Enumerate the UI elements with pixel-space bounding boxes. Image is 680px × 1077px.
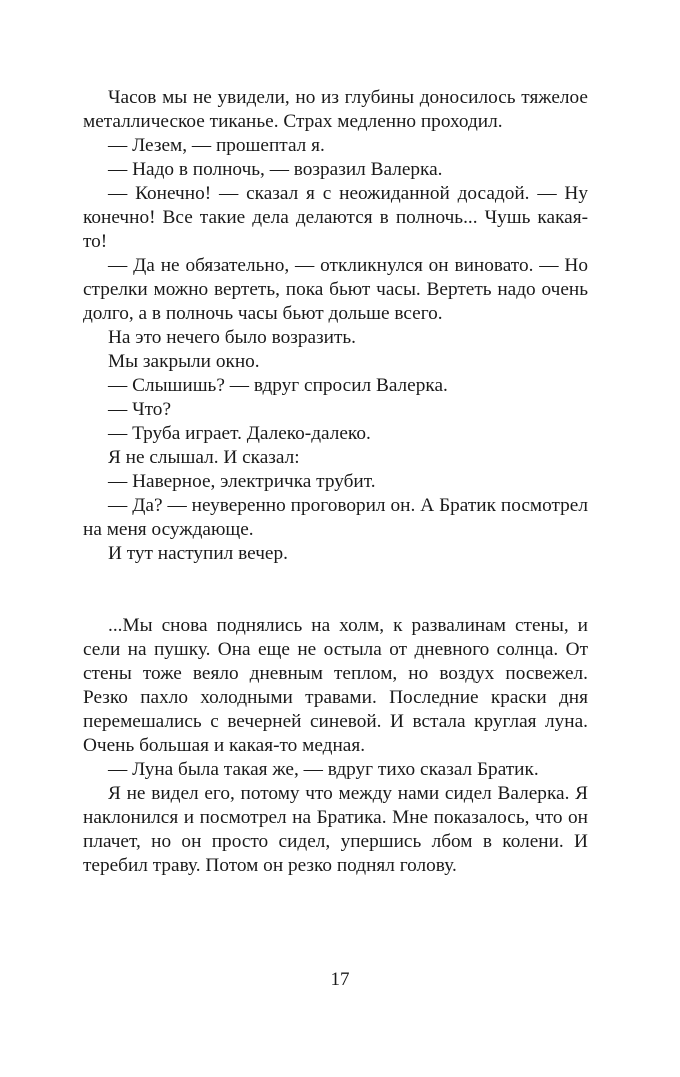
paragraph: ...Мы снова поднялись на холм, к развалинам стены, и сели на пушку. Она еще не остыла от дневного солнца. От стены тоже веяло дневным теплом, но воздух посвежел. Резко пахло холодными травами. Последние краски дня перемешались с вечерней синевой. И встала круглая луна. Очень большая и какая-то медная. bbox=[83, 615, 588, 756]
paragraph: Часов мы не увидели, но из глубины доносилось тяжелое металлическое тиканье. Страх медленно проходил. bbox=[83, 87, 588, 132]
paragraph: — Да не обязательно, — откликнулся он виновато. — Но стрелки можно вертеть, пока бьют часы. Вертеть надо очень долго, а в полночь часы бьют дольше всего. bbox=[83, 255, 588, 324]
paragraph: — Лезем, — прошептал я. bbox=[108, 135, 325, 156]
paragraph: — Что? bbox=[108, 399, 172, 420]
paragraph: Мы закрыли окно. bbox=[108, 351, 260, 372]
section-break bbox=[83, 566, 588, 590]
paragraph: Я не видел его, потому что между нами сидел Валерка. Я наклонился и посмотрел на Братика. Мне показалось, что он плачет, но он просто сидел, упершись лбом в колени. И теребил траву. Потом он резко поднял голову. bbox=[83, 783, 588, 876]
paragraph: И тут наступил вечер. bbox=[108, 543, 288, 564]
page-number: 17 bbox=[330, 969, 350, 990]
paragraph: — Конечно! — сказал я с неожиданной досадой. — Ну конечно! Все такие дела делаются в полночь... Чушь какая-то! bbox=[83, 183, 588, 252]
paragraph: — Труба играет. Далеко-далеко. bbox=[108, 423, 371, 444]
paragraph: — Наверное, электричка трубит. bbox=[108, 471, 376, 492]
book-page-text bbox=[83, 86, 588, 878]
text-section-2 bbox=[83, 614, 588, 878]
paragraph: На это нечего было возразить. bbox=[108, 327, 357, 348]
paragraph: — Слышишь? — вдруг спросил Валерка. bbox=[108, 375, 448, 396]
paragraph: Я не слышал. И сказал: bbox=[108, 447, 300, 468]
paragraph: — Да? — неуверенно проговорил он. А Братик посмотрел на меня осуждающе. bbox=[83, 495, 588, 540]
paragraph: — Луна была такая же, — вдруг тихо сказал Братик. bbox=[108, 759, 539, 780]
paragraph: — Надо в полночь, — возразил Валерка. bbox=[108, 159, 443, 180]
text-section-1 bbox=[83, 86, 588, 566]
section-break bbox=[83, 590, 588, 614]
